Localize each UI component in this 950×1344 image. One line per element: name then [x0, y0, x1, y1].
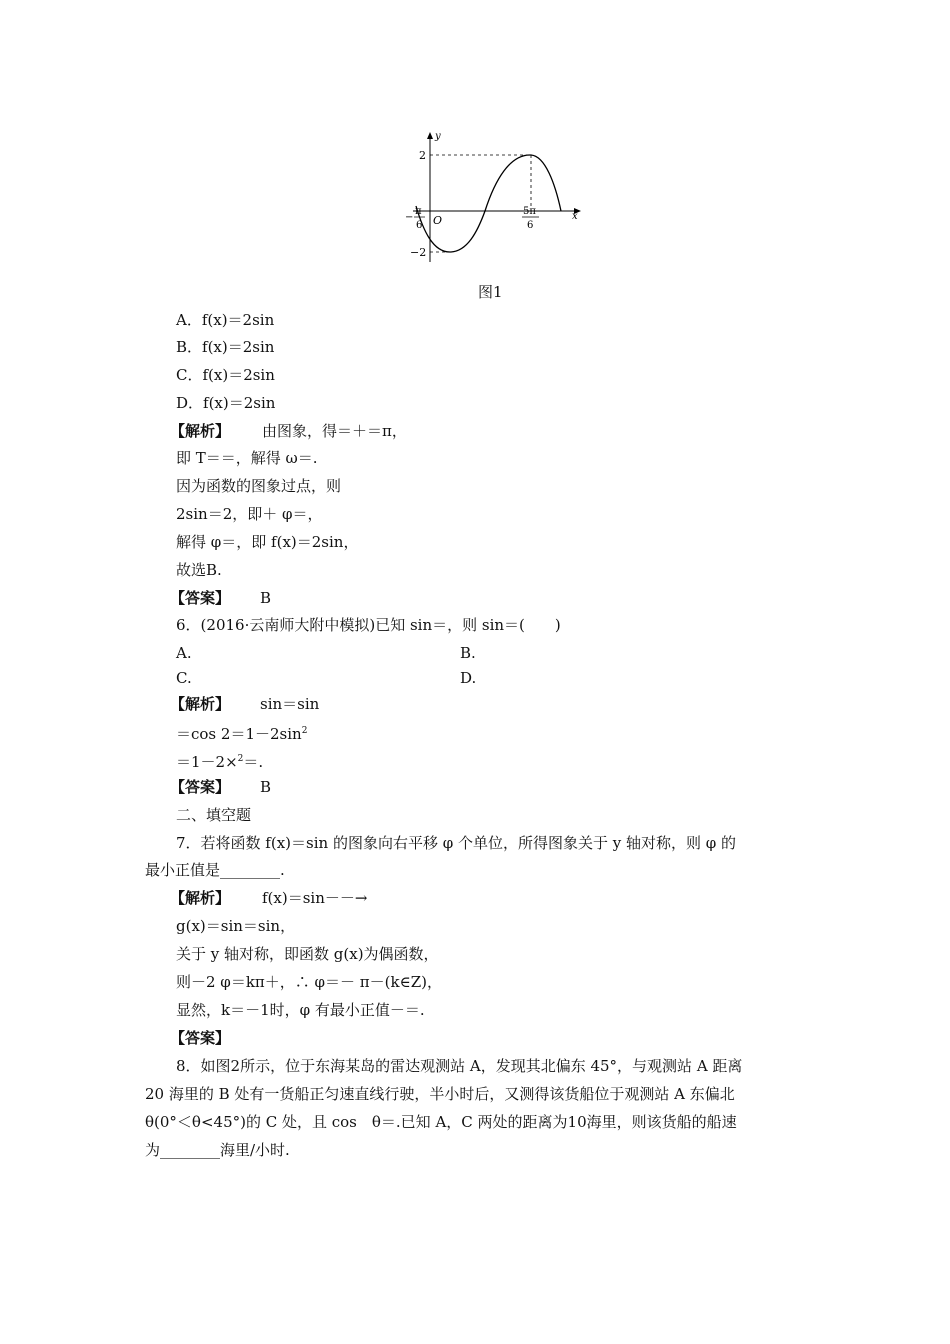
q6-option-b: B.	[460, 644, 476, 662]
q5-option-c: C．f(x)＝2sin	[176, 366, 275, 384]
q7-stem-line2: 最小正值是________.	[145, 861, 285, 879]
q5-analysis-4: 2sin＝2，即＋ φ＝，	[176, 505, 323, 523]
q6-analysis-1: sin＝sin	[260, 695, 320, 713]
tick-x-right-num: 5π	[523, 206, 536, 217]
q6-option-c: C.	[176, 669, 192, 687]
q5-option-b: B．f(x)＝2sin	[176, 338, 275, 356]
q8-line4: 为________海里/小时.	[145, 1141, 290, 1159]
q5-answer-tag: 【答案】	[170, 589, 231, 607]
q5-option-a: A．f(x)＝2sin	[176, 311, 275, 329]
tick-x-left-den: 6	[416, 220, 423, 231]
tick-x-left-sign: −	[405, 212, 414, 223]
q6-analysis-tag: 【解析】	[170, 695, 231, 713]
q5-analysis-5: 解得 φ＝，即 f(x)＝2sin，	[176, 533, 359, 551]
q6-analysis-3-sup: 2	[237, 754, 244, 764]
q5-analysis-1: 由图象，得＝＋＝π，	[262, 422, 407, 440]
q7-stem-line1: 7．若将函数 f(x)＝sin 的图象向右平移 φ 个单位，所得图象关于 y 轴对称，则 φ 的	[176, 834, 737, 852]
q6-answer: B	[260, 778, 272, 796]
q6-analysis-3	[176, 749, 263, 772]
q6-analysis-3-post: ＝.	[243, 753, 264, 771]
q8-line1: 8．如图2所示，位于东海某岛的雷达观测站 A，发现其北偏东 45°，与观测站 A 距离	[176, 1057, 743, 1075]
q6-stem: 6．(2016·云南师大附中模拟)已知 sin＝，则 sin＝( )	[176, 616, 561, 634]
sine-curve	[416, 155, 561, 252]
q5-analysis-3: 因为函数的图象过点，则	[176, 477, 342, 495]
y-axis-label: y	[435, 131, 441, 142]
q5-answer: B	[260, 589, 272, 607]
q7-analysis-4: 则－2 φ＝kπ＋，∴ φ＝－ π－(k∈Z)，	[176, 973, 442, 991]
q7-analysis-tag: 【解析】	[170, 889, 231, 907]
section-2-title: 二、填空题	[176, 806, 252, 824]
y-axis-arrow	[427, 132, 433, 139]
q7-answer-tag: 【答案】	[170, 1029, 231, 1047]
q8-line2: 20 海里的 B 处有一货船正匀速直线行驶，半小时后，又测得该货船位于观测站 A 东偏北	[145, 1085, 735, 1103]
origin-label: O	[433, 214, 443, 227]
q6-answer-tag: 【答案】	[170, 778, 231, 796]
q8-line3: θ(0°＜θ<45°)的 C 处，且 cos θ＝.已知 A，C 两处的距离为10海里，则该货船的船速	[145, 1113, 737, 1131]
q5-analysis-tag: 【解析】	[170, 422, 231, 440]
tick-x-right-den: 6	[527, 220, 534, 231]
q7-analysis-5: 显然，k＝－1时，φ 有最小正值－＝.	[176, 1001, 425, 1019]
q6-analysis-2-sup: 2	[301, 726, 308, 736]
q6-option-a: A.	[176, 644, 192, 662]
q6-analysis-3-pre: ＝1－2×	[176, 753, 238, 771]
q5-analysis-2: 即 T＝＝，解得 ω＝.	[176, 449, 318, 467]
tick-y-min: −2	[410, 246, 427, 259]
q7-analysis-3: 关于 y 轴对称，即函数 g(x)为偶函数，	[176, 945, 439, 963]
q6-analysis-2	[176, 721, 307, 744]
q5-option-d: D．f(x)＝2sin	[176, 394, 276, 412]
q6-analysis-2-text: ＝cos 2＝1－2sin	[176, 725, 302, 743]
q6-option-d: D.	[460, 669, 477, 687]
tick-y-max: 2	[419, 149, 426, 162]
x-axis-label: x	[572, 211, 578, 222]
figure-1-caption: 图1	[478, 283, 503, 301]
tick-x-left-num: π	[415, 206, 422, 217]
figure-1-graph	[405, 128, 590, 268]
q7-analysis-1: f(x)＝sin－－→	[262, 889, 368, 907]
q7-analysis-2: g(x)＝sin＝sin，	[176, 917, 296, 935]
q5-analysis-6: 故选B.	[176, 561, 222, 579]
